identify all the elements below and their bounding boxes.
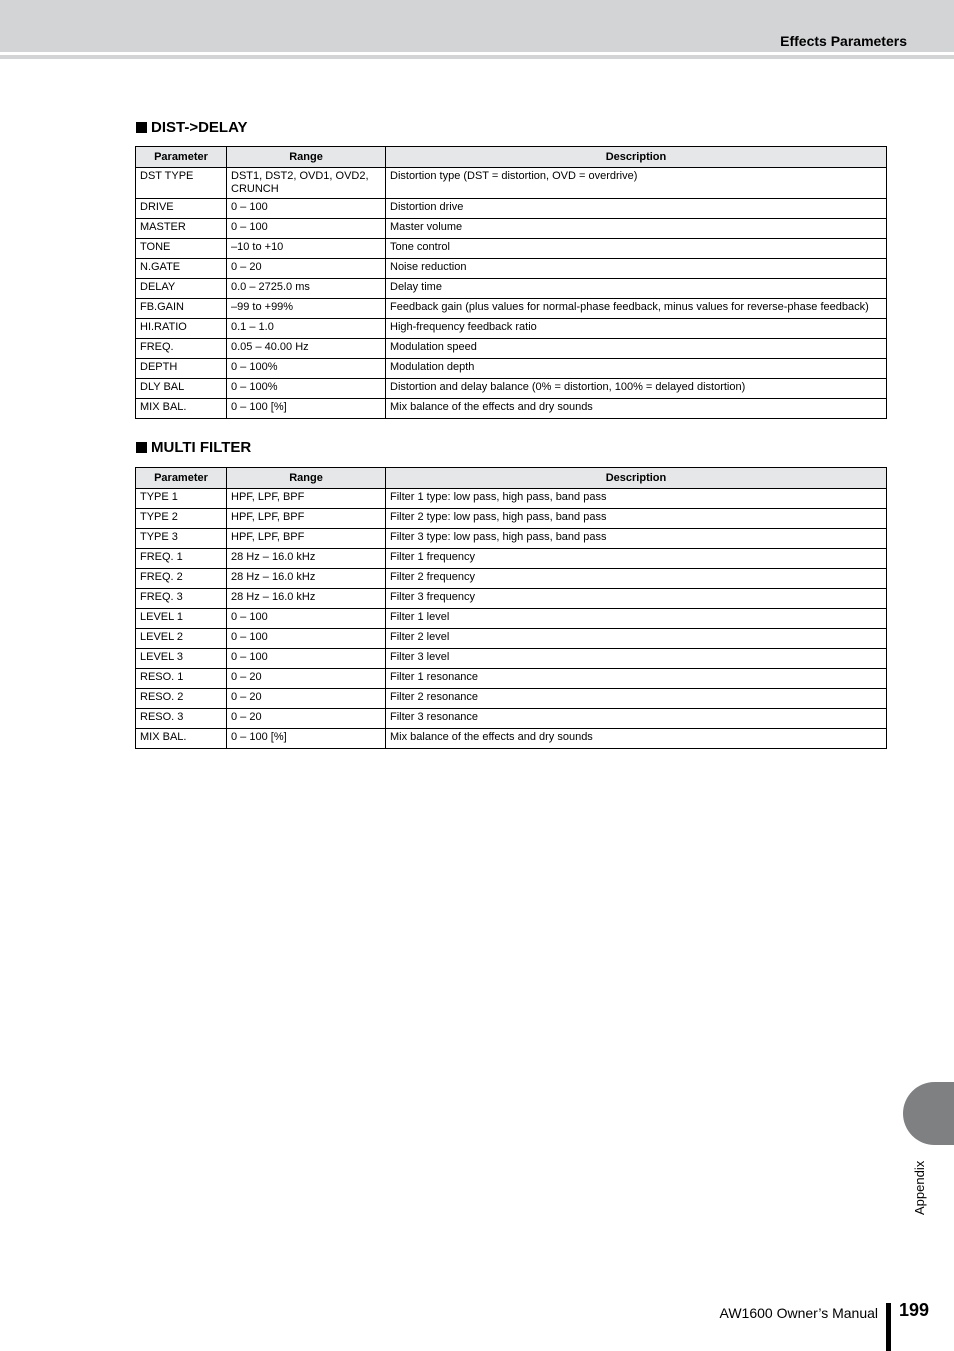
- range-cell: 0 – 100%: [227, 359, 386, 379]
- range-cell: HPF, LPF, BPF: [227, 529, 386, 549]
- table-header-row: [136, 147, 887, 168]
- page-header-title: Effects Parameters: [780, 33, 907, 49]
- range-cell: 0 – 100: [227, 199, 386, 219]
- table-row: [136, 589, 887, 609]
- parameter-cell: DEPTH: [136, 359, 227, 379]
- description-cell: Filter 3 resonance: [386, 709, 887, 729]
- footer-manual-title: AW1600 Owner’s Manual: [719, 1305, 878, 1321]
- parameter-cell: DLY BAL: [136, 379, 227, 399]
- range-cell: 0.05 – 40.00 Hz: [227, 339, 386, 359]
- table-header-row: [136, 468, 887, 489]
- description-cell: High-frequency feedback ratio: [386, 319, 887, 339]
- parameter-cell: FREQ. 2: [136, 569, 227, 589]
- table-row: [136, 669, 887, 689]
- table-row: [136, 709, 887, 729]
- table-row: [136, 729, 887, 749]
- section-title-text: DIST->DELAY: [151, 119, 248, 136]
- description-cell: Filter 1 frequency: [386, 549, 887, 569]
- column-header-parameter: Parameter: [136, 468, 227, 489]
- parameter-cell: RESO. 3: [136, 709, 227, 729]
- description-cell: Filter 1 resonance: [386, 669, 887, 689]
- description-cell: Filter 1 type: low pass, high pass, band pass: [386, 489, 887, 509]
- table-row: [136, 569, 887, 589]
- range-cell: 0 – 100: [227, 629, 386, 649]
- table-row: [136, 689, 887, 709]
- column-header-description: Description: [386, 468, 887, 489]
- table-row: [136, 359, 887, 379]
- range-cell: –99 to +99%: [227, 299, 386, 319]
- section-title-dist-delay: [136, 119, 248, 136]
- table-row: [136, 649, 887, 669]
- parameter-cell: DST TYPE: [136, 168, 227, 199]
- range-cell: 0 – 20: [227, 259, 386, 279]
- square-bullet-icon: [136, 442, 147, 453]
- description-cell: Filter 2 frequency: [386, 569, 887, 589]
- description-cell: Filter 3 frequency: [386, 589, 887, 609]
- parameter-cell: LEVEL 3: [136, 649, 227, 669]
- parameter-cell: MIX BAL.: [136, 399, 227, 419]
- description-cell: Feedback gain (plus values for normal-phase feedback, minus values for reverse-phase feedback): [386, 299, 887, 319]
- header-divider: [0, 55, 954, 59]
- parameter-cell: MIX BAL.: [136, 729, 227, 749]
- table-row: [136, 399, 887, 419]
- range-cell: HPF, LPF, BPF: [227, 509, 386, 529]
- parameter-cell: MASTER: [136, 219, 227, 239]
- parameter-cell: HI.RATIO: [136, 319, 227, 339]
- parameter-cell: LEVEL 2: [136, 629, 227, 649]
- parameter-cell: RESO. 1: [136, 669, 227, 689]
- description-cell: Mix balance of the effects and dry sounds: [386, 729, 887, 749]
- parameter-cell: FREQ. 1: [136, 549, 227, 569]
- range-cell: 0.0 – 2725.0 ms: [227, 279, 386, 299]
- parameter-cell: TYPE 1: [136, 489, 227, 509]
- range-cell: –10 to +10: [227, 239, 386, 259]
- description-cell: Noise reduction: [386, 259, 887, 279]
- table-row: [136, 529, 887, 549]
- range-cell: 0 – 20: [227, 669, 386, 689]
- table-row: [136, 199, 887, 219]
- section-title-text: MULTI FILTER: [151, 439, 252, 456]
- description-cell: Filter 3 type: low pass, high pass, band pass: [386, 529, 887, 549]
- table-row: [136, 629, 887, 649]
- section-title-multi-filter: [136, 439, 251, 456]
- parameter-cell: DRIVE: [136, 199, 227, 219]
- range-cell: 0 – 100: [227, 609, 386, 629]
- parameter-cell: N.GATE: [136, 259, 227, 279]
- appendix-label: Appendix: [912, 1160, 927, 1215]
- description-cell: Filter 3 level: [386, 649, 887, 669]
- range-cell: 28 Hz – 16.0 kHz: [227, 589, 386, 609]
- footer-divider-bar: [886, 1303, 891, 1351]
- range-cell: 0 – 100 [%]: [227, 729, 386, 749]
- table-row: [136, 549, 887, 569]
- range-cell: 0 – 100: [227, 219, 386, 239]
- range-cell: 0 – 20: [227, 689, 386, 709]
- description-cell: Tone control: [386, 239, 887, 259]
- parameter-cell: FREQ.: [136, 339, 227, 359]
- table-row: [136, 279, 887, 299]
- parameter-cell: FREQ. 3: [136, 589, 227, 609]
- parameter-cell: TYPE 2: [136, 509, 227, 529]
- appendix-tab: [903, 1082, 954, 1145]
- range-cell: 0.1 – 1.0: [227, 319, 386, 339]
- multi-filter-parameter-table: [135, 467, 887, 749]
- range-cell: 0 – 20: [227, 709, 386, 729]
- table-row: [136, 489, 887, 509]
- range-cell: 0 – 100%: [227, 379, 386, 399]
- square-bullet-icon: [136, 122, 147, 133]
- parameter-cell: LEVEL 1: [136, 609, 227, 629]
- parameter-cell: DELAY: [136, 279, 227, 299]
- range-cell: 28 Hz – 16.0 kHz: [227, 549, 386, 569]
- table-row: [136, 239, 887, 259]
- column-header-parameter: Parameter: [136, 147, 227, 168]
- dist-delay-parameter-table: [135, 146, 887, 419]
- column-header-description: Description: [386, 147, 887, 168]
- table-row: [136, 299, 887, 319]
- table-row: [136, 319, 887, 339]
- description-cell: Distortion drive: [386, 199, 887, 219]
- column-header-range: Range: [227, 147, 386, 168]
- table-row: [136, 609, 887, 629]
- description-cell: Modulation depth: [386, 359, 887, 379]
- table-row: [136, 219, 887, 239]
- description-cell: Delay time: [386, 279, 887, 299]
- description-cell: Distortion and delay balance (0% = distortion, 100% = delayed distortion): [386, 379, 887, 399]
- range-cell: 28 Hz – 16.0 kHz: [227, 569, 386, 589]
- page-number: 199: [899, 1300, 930, 1320]
- column-header-range: Range: [227, 468, 386, 489]
- parameter-cell: TYPE 3: [136, 529, 227, 549]
- description-cell: Filter 2 resonance: [386, 689, 887, 709]
- range-cell: HPF, LPF, BPF: [227, 489, 386, 509]
- range-cell: DST1, DST2, OVD1, OVD2, CRUNCH: [227, 168, 386, 199]
- table-row: [136, 168, 887, 199]
- range-cell: 0 – 100: [227, 649, 386, 669]
- table-row: [136, 379, 887, 399]
- range-cell: 0 – 100 [%]: [227, 399, 386, 419]
- description-cell: Distortion type (DST = distortion, OVD = overdrive): [386, 168, 887, 199]
- description-cell: Mix balance of the effects and dry sounds: [386, 399, 887, 419]
- table-row: [136, 339, 887, 359]
- table-row: [136, 259, 887, 279]
- parameter-cell: RESO. 2: [136, 689, 227, 709]
- description-cell: Filter 2 type: low pass, high pass, band pass: [386, 509, 887, 529]
- parameter-cell: FB.GAIN: [136, 299, 227, 319]
- description-cell: Filter 1 level: [386, 609, 887, 629]
- description-cell: Modulation speed: [386, 339, 887, 359]
- description-cell: Master volume: [386, 219, 887, 239]
- parameter-cell: TONE: [136, 239, 227, 259]
- description-cell: Filter 2 level: [386, 629, 887, 649]
- table-row: [136, 509, 887, 529]
